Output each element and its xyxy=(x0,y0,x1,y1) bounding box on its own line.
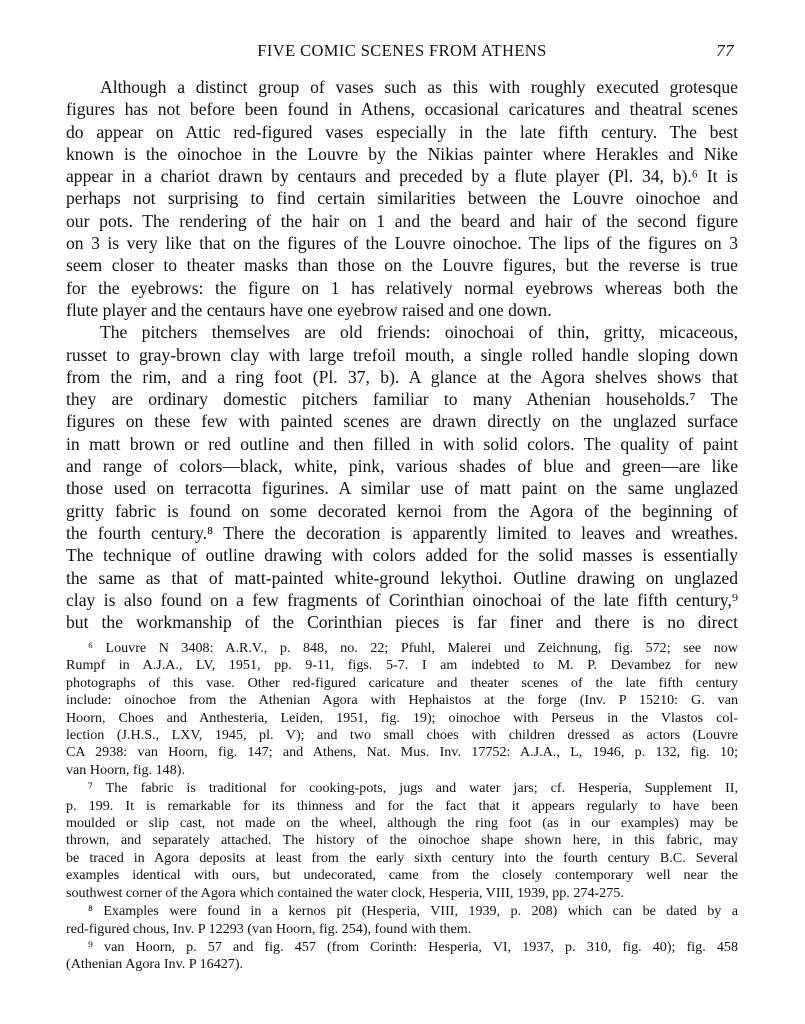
body-line: clay is also found on a few fragments of Corinthian oinochoai of the late fifth century,⁹ xyxy=(66,589,738,610)
body-line: seem closer to theater masks than those on the Louvre figures, but the reverse is true xyxy=(66,255,738,276)
body-line: in matt brown or red outline and then filled in with solid colors. The quality of paint xyxy=(66,433,738,454)
footnote-line: ⁸ Examples were found in a kernos pit (Hesperia, VIII, 1939, p. 208) which can be dated by a xyxy=(88,903,738,920)
footnote-line: CA 2938: van Hoorn, fig. 147; and Athens, Nat. Mus. Inv. 17752: A.J.A., L, 1946, p. 132, fig. 10; xyxy=(66,744,738,761)
footnote-line: thrown, and separately attached. The history of the oinochoe shape shown here, in this fabric, may xyxy=(66,832,738,849)
footnote-line: moulded or slip cast, not made on the wheel, although the ring foot (as in our examples) may be xyxy=(66,815,738,832)
body-line: flute player and the centaurs have one eyebrow raised and one down. xyxy=(66,299,552,320)
body-line: they are ordinary domestic pitchers familiar to many Athenian households.⁷ The xyxy=(66,389,738,410)
body-line: figures on these few with painted scenes are drawn directly on the unglazed surface xyxy=(66,411,738,432)
running-header xyxy=(66,41,738,65)
footnote-line: ⁹ van Hoorn, p. 57 and fig. 457 (from Corinth: Hesperia, VI, 1937, p. 310, fig. 40); fig. 458 xyxy=(88,938,738,955)
footnote-line: (Athenian Agora Inv. P 16427). xyxy=(66,956,244,973)
body-line: figures has not before been found in Athens, occasional caricatures and theatral scenes xyxy=(66,99,738,120)
body-line: Although a distinct group of vases such as this with roughly executed grotesque xyxy=(100,77,738,97)
footnote-line: ⁶ Louvre N 3408: A.R.V., p. 848, no. 22; Pfuhl, Malerei und Zeichnung, fig. 572; see now xyxy=(88,640,738,656)
body-line: The pitchers themselves are old friends: oinochoai of thin, gritty, micaceous, xyxy=(100,322,738,343)
footnote-line: ⁷ The fabric is traditional for cooking-pots, jugs and water jars; cf. Hesperia, Supplement II, xyxy=(88,780,738,797)
body-line: but the workmanship of the Corinthian pieces is far finer and there is no direct xyxy=(66,612,738,633)
body-line: those used on terracotta figurines. A similar use of matt paint on the same unglazed xyxy=(66,478,738,499)
footnote-line: red-figured chous, Inv. P 12293 (van Hoorn, fig. 254), found with them. xyxy=(66,920,472,937)
page xyxy=(66,0,738,1024)
body-line: gritty fabric is found on some decorated kernoi from the Agora of the beginning of xyxy=(66,500,738,521)
footnote-line: include: oinochoe from the Athenian Agora with Hephaistos at the forge (Inv. P 15210: G. van xyxy=(66,692,738,709)
footnote-line: lection (J.H.S., LXV, 1945, pl. V); and two small choes with children dressed as actors (Louvre xyxy=(66,727,738,744)
body-line: the same as that of matt-painted white-ground lekythoi. Outline drawing on unglazed xyxy=(66,567,738,588)
body-text xyxy=(66,76,738,633)
body-line: from the rim, and a ring foot (Pl. 37, b). A glance at the Agora shelves shows that xyxy=(66,366,738,387)
body-line: appear in a chariot drawn by centaurs and preceded by a flute player (Pl. 34, b).⁶ It is xyxy=(66,166,738,187)
footnote-line: be traced in Agora deposits at least from the early sixth century into the fourth century B.C. Several xyxy=(66,849,738,866)
body-line: The technique of outline drawing with colors added for the solid masses is essentially xyxy=(66,545,738,566)
body-line: on 3 is very like that on the figures of the Louvre oinochoe. The lips of the figures on 3 xyxy=(66,233,738,254)
footnote-line: van Hoorn, fig. 148). xyxy=(66,761,185,778)
body-line: known is the oinochoe in the Louvre by the Nikias painter where Herakles and Nike xyxy=(66,143,738,164)
body-line: russet to gray-brown clay with large trefoil mouth, a single rolled handle sloping down xyxy=(66,344,738,365)
footnote-line: examples identical with ours, but undecorated, came from the closely contemporary well near the xyxy=(66,867,738,884)
footnote-line: Rumpf in A.J.A., LV, 1951, pp. 9-11, figs. 5-7. I am indebted to M. P. Devambez for new xyxy=(66,657,738,674)
footnote-line: southwest corner of the Agora which contained the water clock, Hesperia, VIII, 1939, pp. 274-275. xyxy=(66,884,624,901)
body-line: and range of colors—black, white, pink, various shades of blue and green—are like xyxy=(66,456,738,477)
running-title: FIVE COMIC SCENES FROM ATHENS xyxy=(257,41,547,60)
body-line: perhaps not surprising to find certain similarities between the Louvre oinochoe and xyxy=(66,188,738,209)
footnote-line: Hoorn, Choes and Anthesteria, Leiden, 1951, fig. 19); oinochoe with Perseus in the Vlastos col- xyxy=(66,709,738,726)
body-line: the fourth century.⁸ There the decoration is apparently limited to leaves and wreathes. xyxy=(66,522,738,543)
body-line: our pots. The rendering of the hair on 1 and the beard and hair of the second figure xyxy=(66,210,738,231)
footnote-line: p. 199. It is remarkable for its thinness and for the fact that it appears regularly to have been xyxy=(66,797,738,814)
footnote-line: photographs of this vase. Other red-figured caricature and theater scenes of the late fifth century xyxy=(66,674,738,691)
body-line: for the eyebrows: the figure on 1 has relatively normal eyebrows whereas both the xyxy=(66,277,738,298)
footnotes xyxy=(66,640,738,974)
page-number: 77 xyxy=(716,41,734,60)
body-line: do appear on Attic red-figured vases especially in the late fifth century. The best xyxy=(66,121,738,142)
